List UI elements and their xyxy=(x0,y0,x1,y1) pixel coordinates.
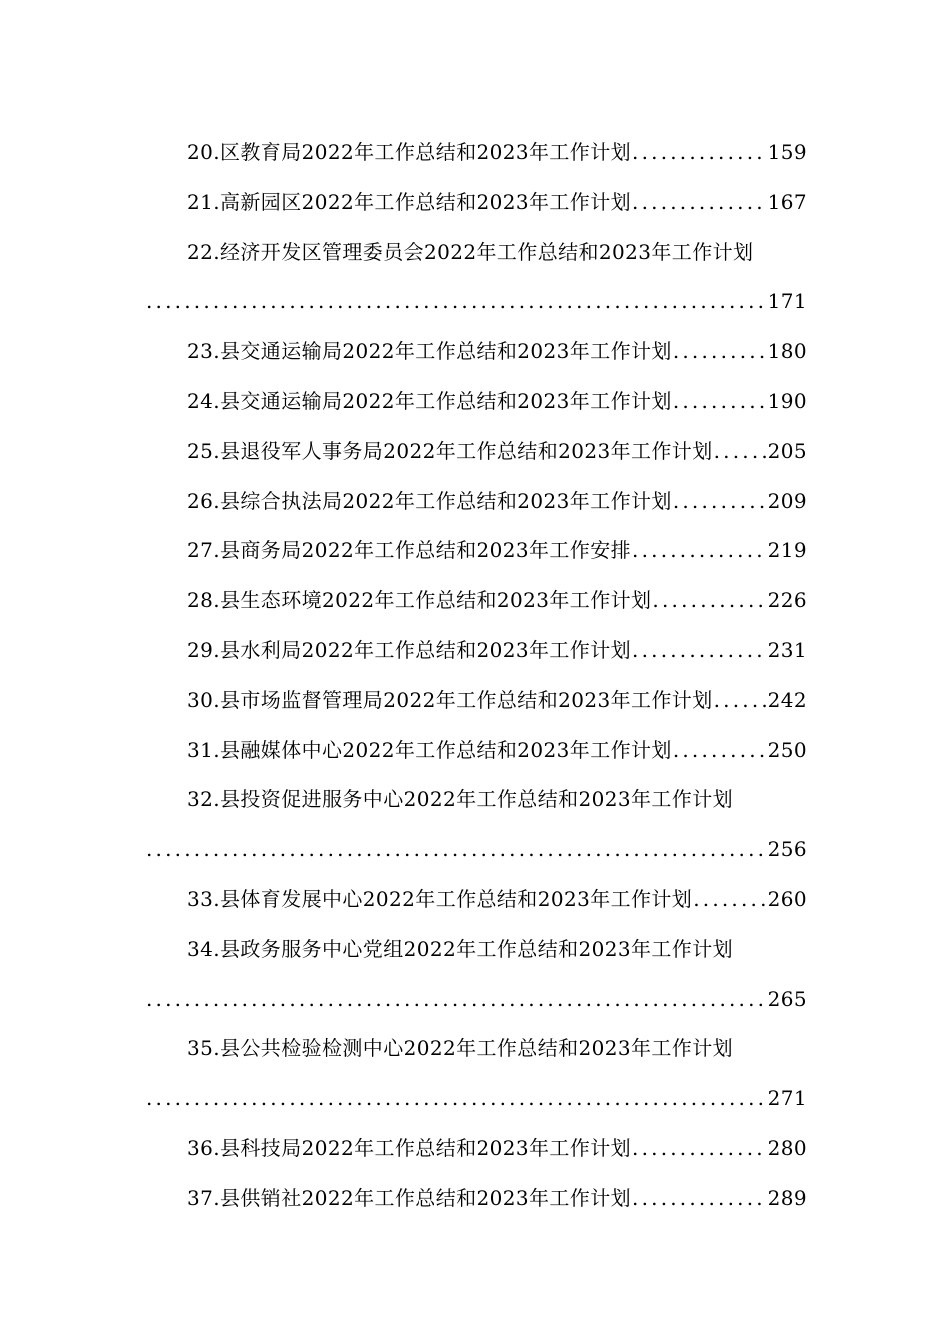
dot-leader xyxy=(632,128,766,178)
toc-page-number: 159 xyxy=(767,140,807,164)
toc-entry-title: 37.县供销社2022年工作总结和2023年工作计划 xyxy=(187,1185,632,1210)
toc-entry-36[interactable] xyxy=(145,1124,807,1174)
toc-page-number: 167 xyxy=(767,189,807,214)
dot-leader xyxy=(146,825,766,875)
dot-leader xyxy=(673,327,766,377)
toc-page-number: 219 xyxy=(767,538,807,563)
toc-entry-title: 25.县退役军人事务局2022年工作总结和2023年工作计划 xyxy=(187,438,713,463)
toc-page-number: 171 xyxy=(767,289,807,314)
toc-entry-30[interactable] xyxy=(145,676,807,726)
toc-entry-32[interactable] xyxy=(145,775,807,875)
toc-entry-24[interactable] xyxy=(145,377,807,427)
toc-entry-37[interactable] xyxy=(145,1174,807,1224)
toc-page-number: 180 xyxy=(767,339,807,364)
dot-leader xyxy=(673,477,766,527)
toc-page-number: 209 xyxy=(767,488,807,513)
toc-entry-title: 27.县商务局2022年工作总结和2023年工作安排 xyxy=(187,538,632,563)
toc-entry-33[interactable] xyxy=(145,875,807,925)
toc-entry-title: 31.县融媒体中心2022年工作总结和2023年工作计划 xyxy=(187,737,672,762)
table-of-contents xyxy=(145,128,807,1224)
dot-leader xyxy=(693,875,765,925)
toc-entry-23[interactable] xyxy=(145,327,807,377)
dot-leader xyxy=(632,526,766,576)
toc-entry-34[interactable] xyxy=(145,925,807,1025)
toc-entry-title: 28.县生态环境2022年工作总结和2023年工作计划 xyxy=(187,588,652,613)
dot-leader xyxy=(632,1174,766,1224)
toc-entry-title: 20.区教育局2022年工作总结和2023年工作计划 xyxy=(187,140,632,164)
toc-entry-title: 23.县交通运输局2022年工作总结和2023年工作计划 xyxy=(187,339,672,364)
toc-page-number: 205 xyxy=(767,438,807,463)
toc-entry-29[interactable] xyxy=(145,626,807,676)
toc-page-number: 265 xyxy=(767,986,807,1011)
toc-entry-27[interactable] xyxy=(145,526,807,576)
toc-page-number: 256 xyxy=(767,837,807,862)
dot-leader xyxy=(714,676,766,726)
toc-entry-title: 30.县市场监督管理局2022年工作总结和2023年工作计划 xyxy=(187,687,713,712)
dot-leader xyxy=(146,1074,766,1124)
dot-leader xyxy=(632,626,766,676)
dot-leader xyxy=(632,1124,766,1174)
toc-page-number: 271 xyxy=(767,1086,807,1111)
toc-entry-26[interactable] xyxy=(145,477,807,527)
dot-leader xyxy=(146,277,766,327)
dot-leader xyxy=(714,427,766,477)
toc-entry-22[interactable] xyxy=(145,228,807,328)
toc-entry-title: 35.县公共检验检测中心2022年工作总结和2023年工作计划 xyxy=(187,1036,734,1061)
toc-entry-21[interactable] xyxy=(145,178,807,228)
toc-page-number: 226 xyxy=(767,588,807,613)
toc-entry-title: 29.县水利局2022年工作总结和2023年工作计划 xyxy=(187,637,632,662)
toc-entry-35[interactable] xyxy=(145,1024,807,1124)
toc-page-number: 289 xyxy=(767,1185,807,1210)
toc-entry-title: 24.县交通运输局2022年工作总结和2023年工作计划 xyxy=(187,388,672,413)
toc-entry-title: 22.经济开发区管理委员会2022年工作总结和2023年工作计划 xyxy=(187,239,754,264)
toc-entry-title: 36.县科技局2022年工作总结和2023年工作计划 xyxy=(187,1135,632,1160)
toc-entry-title: 34.县政务服务中心党组2022年工作总结和2023年工作计划 xyxy=(187,936,734,961)
dot-leader xyxy=(632,178,766,228)
dot-leader xyxy=(146,975,766,1025)
toc-page-number: 231 xyxy=(767,637,807,662)
toc-entry-25[interactable] xyxy=(145,427,807,477)
dot-leader xyxy=(673,726,766,776)
toc-entry-title: 33.县体育发展中心2022年工作总结和2023年工作计划 xyxy=(187,886,693,911)
toc-page-number: 190 xyxy=(767,388,807,413)
toc-entry-31[interactable] xyxy=(145,726,807,776)
toc-page-number: 260 xyxy=(767,886,807,911)
dot-leader xyxy=(652,576,765,626)
dot-leader xyxy=(673,377,766,427)
toc-page-number: 280 xyxy=(767,1135,807,1160)
toc-entry-title: 21.高新园区2022年工作总结和2023年工作计划 xyxy=(187,189,632,214)
toc-entry-28[interactable] xyxy=(145,576,807,626)
toc-page-number: 250 xyxy=(767,737,807,762)
toc-entry-20[interactable] xyxy=(145,128,807,178)
toc-page-number: 242 xyxy=(767,687,807,712)
toc-entry-title: 26.县综合执法局2022年工作总结和2023年工作计划 xyxy=(187,488,672,513)
toc-entry-title: 32.县投资促进服务中心2022年工作总结和2023年工作计划 xyxy=(187,787,734,812)
